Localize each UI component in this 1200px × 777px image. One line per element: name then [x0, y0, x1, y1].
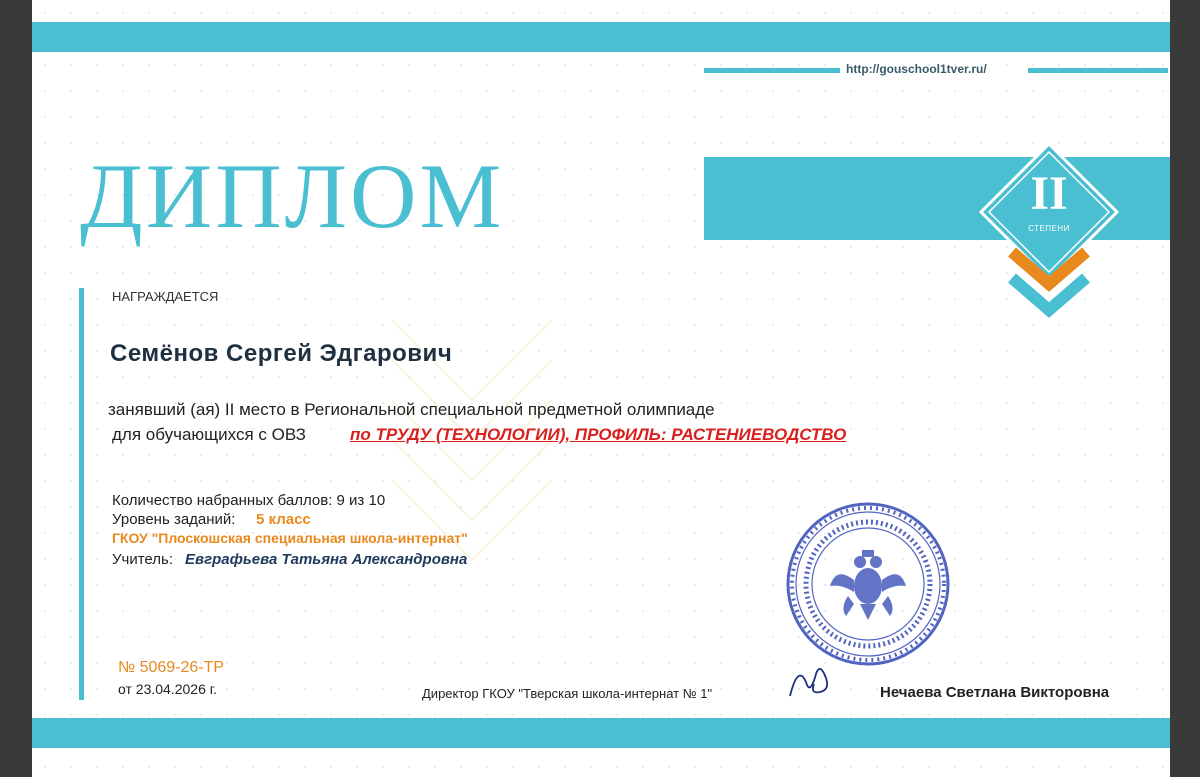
- director-signature: [780, 656, 840, 706]
- level-value: 5 класс: [256, 511, 311, 528]
- description-line-1: занявший (ая) II место в Региональной специальной предметной олимпиаде: [108, 400, 715, 419]
- url-line-right: [1028, 68, 1168, 73]
- director-name: Нечаева Светлана Викторовна: [880, 684, 1110, 701]
- score-text: Количество набранных баллов: 9 из 10: [112, 492, 386, 509]
- url-row: [704, 62, 1168, 78]
- degree-badge: [974, 140, 1124, 326]
- badge-numeral: II: [1030, 167, 1068, 220]
- recipient-name: Семёнов Сергей Эдгарович: [110, 340, 453, 367]
- top-band: [32, 22, 1170, 52]
- olympiad-subject: по ТРУДУ (ТЕХНОЛОГИИ), ПРОФИЛЬ: РАСТЕНИЕВОДСТВО: [350, 425, 847, 444]
- teacher-label: Учитель:: [112, 551, 174, 568]
- description-line-2: для обучающихся с ОВЗ: [112, 425, 306, 444]
- level-label: Уровень заданий:: [112, 511, 236, 528]
- diploma-page: [32, 0, 1170, 777]
- bottom-band: [32, 718, 1170, 748]
- diploma-date: от 23.04.2026 г.: [118, 681, 218, 697]
- school-name: ГКОУ "Плоскошская специальная школа-интернат": [112, 530, 468, 546]
- diploma-title: ДИПЛОМ: [80, 145, 505, 247]
- official-seal: [784, 500, 952, 668]
- left-accent-bar: [79, 288, 84, 700]
- site-url[interactable]: http://gouschool1tver.ru/: [846, 62, 987, 76]
- url-line-left: [704, 68, 840, 73]
- director-label: Директор ГКОУ "Тверская школа-интернат № 1": [422, 686, 713, 701]
- badge-label: СТЕПЕНИ: [1028, 224, 1070, 233]
- awarded-label: НАГРАЖДАЕТСЯ: [112, 289, 219, 304]
- teacher-name: Евграфьева Татьяна Александровна: [185, 551, 468, 568]
- diploma-number: № 5069-26-ТР: [118, 659, 225, 676]
